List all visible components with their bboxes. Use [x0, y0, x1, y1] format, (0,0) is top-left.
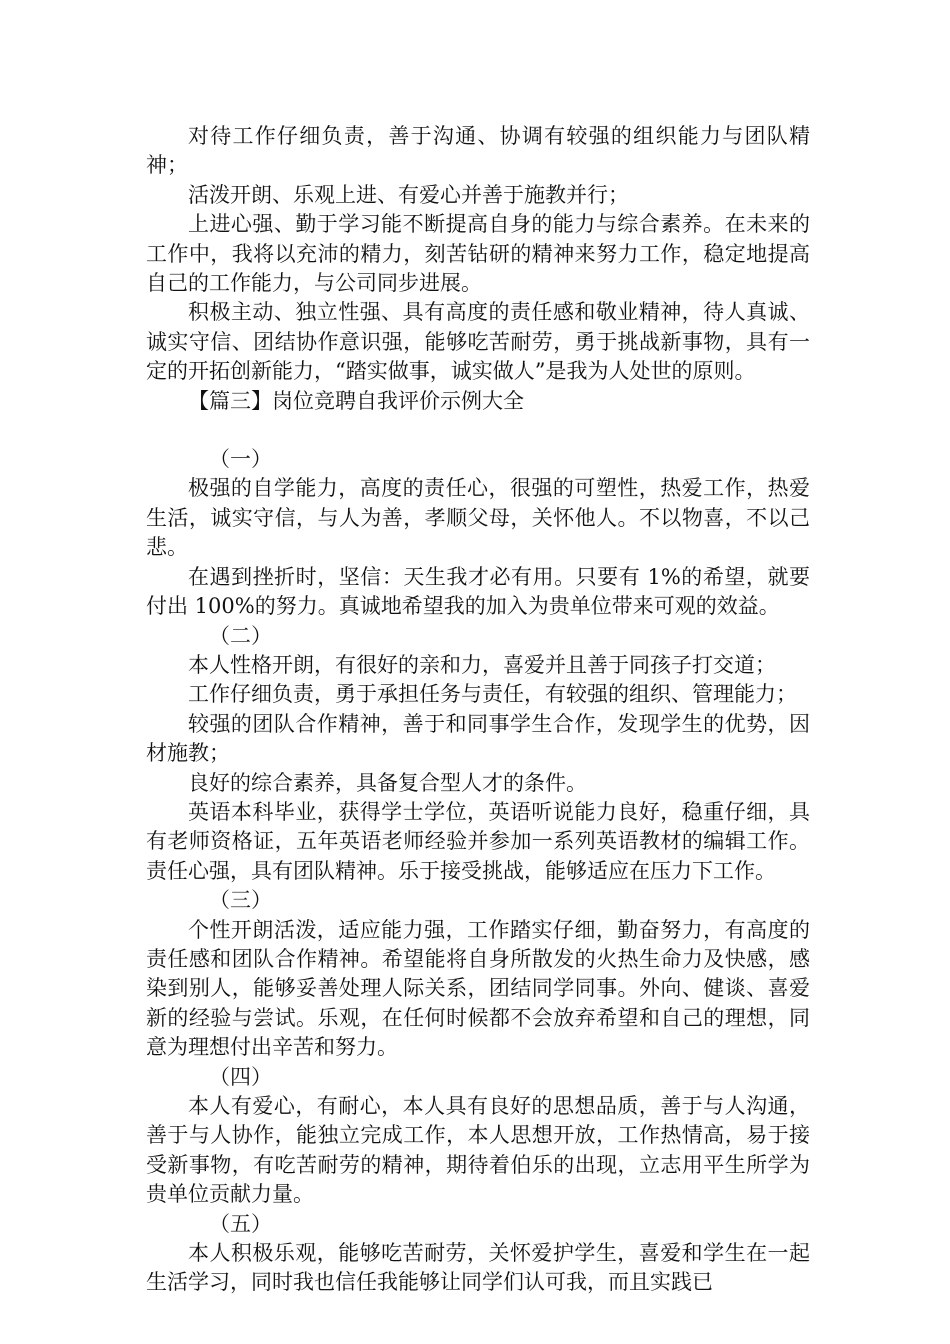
section-title: 【篇三】岗位竞聘自我评价示例大全 — [188, 388, 524, 413]
intro-paragraph: 活泼开朗、乐观上进、有爱心并善于施教并行； — [188, 182, 629, 207]
section-paragraph: 极强的自学能力，高度的责任心，很强的可塑性，热爱工作，热爱生活，诚实守信，与人为善，孝顺父母，关怀他人。不以物喜，不以己悲。 — [146, 476, 810, 560]
section-paragraph: 本人性格开朗，有很好的亲和力，喜爱并且善于同孩子打交道； — [188, 652, 776, 677]
section-paragraph: 在遇到挫折时，坚信：天生我才必有用。只要有 1%的希望，就要付出 100%的努力。真诚地希望我的加入为贵单位带来可观的效益。 — [146, 564, 810, 619]
intro-block — [146, 122, 810, 387]
section-4 — [146, 1063, 810, 1210]
section-label: （五） — [209, 1211, 272, 1236]
section-1 — [146, 445, 810, 621]
section-5 — [146, 1210, 810, 1298]
section-paragraph: 英语本科毕业，获得学士学位，英语听说能力良好，稳重仔细，具有老师资格证，五年英语老师经验并参加一系列英语教材的编辑工作。责任心强，具有团队精神。乐于接受挑战，能够适应在压力下工作。 — [146, 799, 810, 883]
section-paragraph: 较强的团队合作精神，善于和同事学生合作，发现学生的优势，因材施教； — [146, 711, 810, 766]
section-label: （一） — [209, 447, 272, 472]
section-3 — [146, 886, 810, 1062]
document-page — [146, 122, 810, 1298]
section-paragraph: 工作仔细负责，勇于承担任务与责任，有较强的组织、管理能力； — [188, 682, 797, 707]
intro-paragraph: 对待工作仔细负责，善于沟通、协调有较强的组织能力与团队精神； — [146, 124, 810, 178]
intro-paragraph: 上进心强、勤于学习能不断提高自身的能力与综合素养。在未来的工作中，我将以充沛的精力，刻苦钻研的精神来努力工作，稳定地提高自己的工作能力，与公司同步进展。 — [146, 212, 810, 296]
section-paragraph: 个性开朗活泼，适应能力强，工作踏实仔细，勤奋努力，有高度的责任感和团队合作精神。希望能将自身所散发的火热生命力及快感，感染到别人，能够妥善处理人际关系，团结同学同事。外向、健谈、喜爱新的经验与尝试。乐观，在任何时候都不会放弃希望和自己的理想，同意为理想付出辛苦和努力。 — [146, 917, 810, 1060]
section-paragraph: 良好的综合素养，具备复合型人才的条件。 — [188, 770, 587, 795]
section-paragraph: 本人积极乐观，能够吃苦耐劳，关怀爱护学生，喜爱和学生在一起生活学习，同时我也信任我能够让同学们认可我，而且实践已 — [146, 1241, 810, 1295]
section-label: （二） — [209, 623, 272, 648]
intro-paragraph: 积极主动、独立性强、具有高度的责任感和敬业精神，待人真诚、诚实守信、团结协作意识强，能够吃苦耐劳，勇于挑战新事物，具有一定的开拓创新能力，“踏实做事，诚实做人”是我为人处世的原则。 — [146, 300, 810, 384]
section-paragraph: 本人有爱心，有耐心，本人具有良好的思想品质，善于与人沟通，善于与人协作，能独立完成工作，本人思想开放，工作热情高，易于接受新事物，有吃苦耐劳的精神，期待着伯乐的出现，立志用平生所学为贵单位贡献力量。 — [146, 1094, 810, 1207]
section-2 — [146, 622, 810, 887]
section-label: （四） — [209, 1064, 272, 1089]
section-label: （三） — [209, 888, 272, 913]
